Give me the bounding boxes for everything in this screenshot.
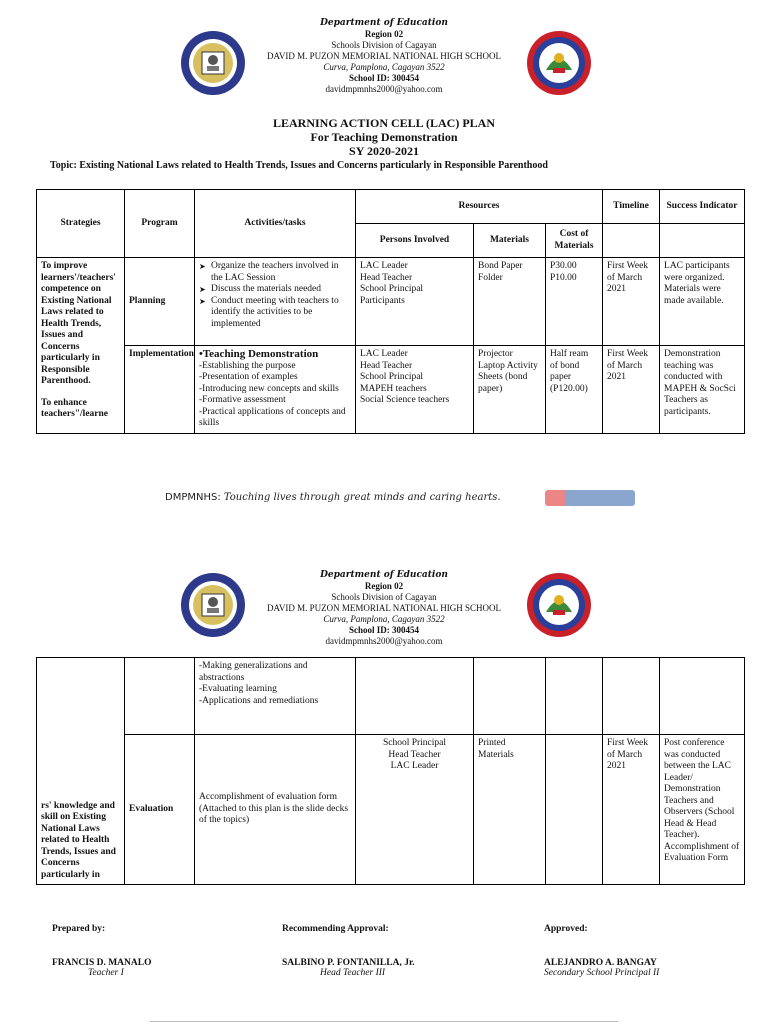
list-item: LAC Leader — [360, 349, 408, 359]
list-item: School Principal — [382, 738, 447, 748]
list-item: P30.00 — [550, 261, 577, 271]
school-header — [0, 18, 768, 95]
timeline-planning: First Week of March 2021 — [603, 258, 660, 346]
empty-cell — [546, 658, 603, 735]
list-item: ➤ Organize the teachers involved in the LAC Session — [199, 261, 351, 284]
empty-cell — [546, 735, 603, 885]
region: Region 02 — [364, 581, 404, 591]
approved-name: ALEJANDRO A. BANGAY — [544, 958, 657, 968]
list-item: School Principal — [360, 284, 424, 294]
footer-logo-icon — [545, 490, 635, 506]
topic: Topic: Existing National Laws related to Health Trends, Issues and Concerns particularly in Responsible Parenthood — [50, 160, 548, 171]
approved-role: Secondary School Principal II — [544, 968, 660, 978]
activities-planning — [195, 258, 356, 346]
program-planning: Planning — [125, 258, 195, 346]
header-persons: Persons Involved — [356, 224, 474, 258]
department-name: Department of Education — [320, 570, 448, 580]
school-address: Curva, Pamplona, Cagayan 3522 — [323, 62, 445, 72]
list-item: School Principal — [360, 372, 424, 382]
bottom-rule — [150, 1021, 618, 1022]
activities-evaluation: Accomplishment of evaluation form (Attached to this plan is the slide decks of the topics) — [195, 735, 356, 885]
division: Schools Division of Cagayan — [331, 592, 437, 602]
cost-planning — [546, 258, 603, 346]
persons-implementation — [356, 346, 474, 434]
success-evaluation: Post conference was conducted between the LAC Leader/ Demonstration Teachers and Observers (School Head & Head Teacher). Accomplishment of Evaluation Form — [660, 735, 745, 885]
persons-planning — [356, 258, 474, 346]
school-motto — [165, 492, 501, 503]
prepared-label: Prepared by: — [52, 924, 106, 934]
school-id: School ID: 300454 — [348, 625, 419, 635]
school-email: davidmpmnhs2000@yahoo.com — [325, 84, 443, 94]
materials-evaluation: Printed Materials — [474, 735, 546, 885]
school-header — [0, 570, 768, 647]
strategy-text: rs' knowledge and skill on Existing National Laws related to Health Trends, Issues and Concerns particularly in — [41, 800, 116, 880]
list-item: Participants — [360, 295, 405, 306]
list-item: -Applications and remediations — [199, 695, 319, 706]
cost-implementation: Half ream of bond paper (P120.00) — [546, 346, 603, 434]
motto-label: DMPMNHS: — [165, 492, 221, 503]
school-email: davidmpmnhs2000@yahoo.com — [325, 636, 443, 646]
motto-text: Touching lives through great minds and caring hearts. — [223, 492, 501, 503]
timeline-evaluation: First Week of March 2021 — [603, 735, 660, 885]
list-item: -Presentation of examples — [199, 372, 298, 382]
recommending-role: Head Teacher III — [320, 968, 386, 978]
document-page-2 — [0, 540, 768, 1024]
list-item: P10.00 — [550, 272, 577, 283]
title-line-1: LEARNING ACTION CELL (LAC) PLAN — [272, 116, 496, 130]
table-row-planning — [37, 258, 745, 346]
header-materials: Materials — [474, 224, 546, 258]
prepared-name: FRANCIS D. MANALO — [52, 958, 152, 968]
recommending-name: SALBINO P. FONTANILLA, Jr. — [282, 958, 415, 968]
list-item: LAC Leader — [390, 761, 439, 771]
plan-title — [0, 116, 768, 158]
strategy-cell — [37, 658, 125, 885]
title-line-2: For Teaching Demonstration — [310, 130, 458, 144]
header-cost: Cost of Materials — [546, 224, 603, 258]
recommending-label: Recommending Approval: — [282, 924, 389, 934]
table-row-implementation — [37, 346, 745, 434]
region: Region 02 — [364, 29, 404, 39]
list-item: -Making generalizations and abstractions — [199, 661, 308, 683]
list-item: ➤ Conduct meeting with teachers to identify the activities to be implemented — [199, 296, 351, 331]
list-item: -Introducing new concepts and skills — [199, 383, 339, 394]
list-item: Folder — [478, 272, 503, 283]
school-name: DAVID M. PUZON MEMORIAL NATIONAL HIGH SCHOOL — [267, 603, 501, 613]
header-success: Success Indicator — [660, 190, 745, 224]
success-implementation: Demonstration teaching was conducted with MAPEH & SocSci Teachers as participants. — [660, 346, 745, 434]
signature-approved — [544, 924, 659, 978]
lac-plan-table-continued — [36, 657, 745, 885]
prepared-role: Teacher I — [88, 968, 124, 978]
division: Schools Division of Cagayan — [331, 40, 437, 50]
empty-cell — [603, 658, 660, 735]
persons-evaluation — [356, 735, 474, 885]
signature-recommending — [282, 924, 415, 978]
school-address: Curva, Pamplona, Cagayan 3522 — [323, 614, 445, 624]
list-item: ➤ Discuss the materials needed — [199, 284, 351, 296]
timeline-implementation: First Week of March 2021 — [603, 346, 660, 434]
materials-planning — [474, 258, 546, 346]
list-item: -Formative assessment — [199, 395, 286, 405]
list-item: Social Science teachers — [360, 395, 450, 405]
table-row-continued — [37, 658, 745, 735]
activities-implementation — [195, 346, 356, 434]
strategy-text: To improve learners'/teachers' competence on Existing National Laws related to Health Trends, Issues and Concerns particularly in Responsible Parenthood. — [41, 261, 116, 386]
strategy-text-2: To enhance teachers"/learne — [41, 397, 108, 419]
signature-prepared — [52, 924, 152, 978]
list-item: MAPEH teachers — [360, 383, 427, 394]
program-implementation: Implementation — [125, 346, 195, 434]
table-row-evaluation — [37, 735, 745, 885]
list-item: -Establishing the purpose — [199, 360, 296, 371]
activities-continued — [195, 658, 356, 735]
materials-implementation: Projector Laptop Activity Sheets (bond paper) — [474, 346, 546, 434]
list-item: Head Teacher — [360, 360, 413, 371]
empty-cell — [356, 658, 474, 735]
list-item: LAC Leader — [360, 261, 408, 271]
list-item: Head Teacher — [360, 272, 413, 283]
list-item: Head Teacher — [388, 749, 441, 760]
header-activities: Activities/tasks — [195, 190, 356, 258]
activity-heading: •Teaching Demonstration — [199, 348, 319, 360]
empty-cell — [474, 658, 546, 735]
lac-plan-table — [36, 189, 745, 434]
header-strategies: Strategies — [37, 190, 125, 258]
header-resources: Resources — [356, 190, 603, 224]
school-name: DAVID M. PUZON MEMORIAL NATIONAL HIGH SCHOOL — [267, 51, 501, 61]
program-evaluation: Evaluation — [125, 735, 195, 885]
list-item: Bond Paper — [478, 261, 523, 271]
empty-cell — [603, 224, 660, 258]
empty-cell — [660, 224, 745, 258]
empty-cell — [660, 658, 745, 735]
header-program: Program — [125, 190, 195, 258]
list-item: -Practical applications of concepts and skills — [199, 406, 346, 428]
success-planning: LAC participants were organized. Materials were made available. — [660, 258, 745, 346]
header-timeline: Timeline — [603, 190, 660, 224]
list-item: -Evaluating learning — [199, 684, 277, 694]
empty-cell — [125, 658, 195, 735]
title-line-3: SY 2020-2021 — [349, 144, 419, 158]
strategy-cell — [37, 258, 125, 434]
department-name: Department of Education — [320, 18, 448, 28]
school-id: School ID: 300454 — [348, 73, 419, 83]
approved-label: Approved: — [544, 924, 588, 934]
